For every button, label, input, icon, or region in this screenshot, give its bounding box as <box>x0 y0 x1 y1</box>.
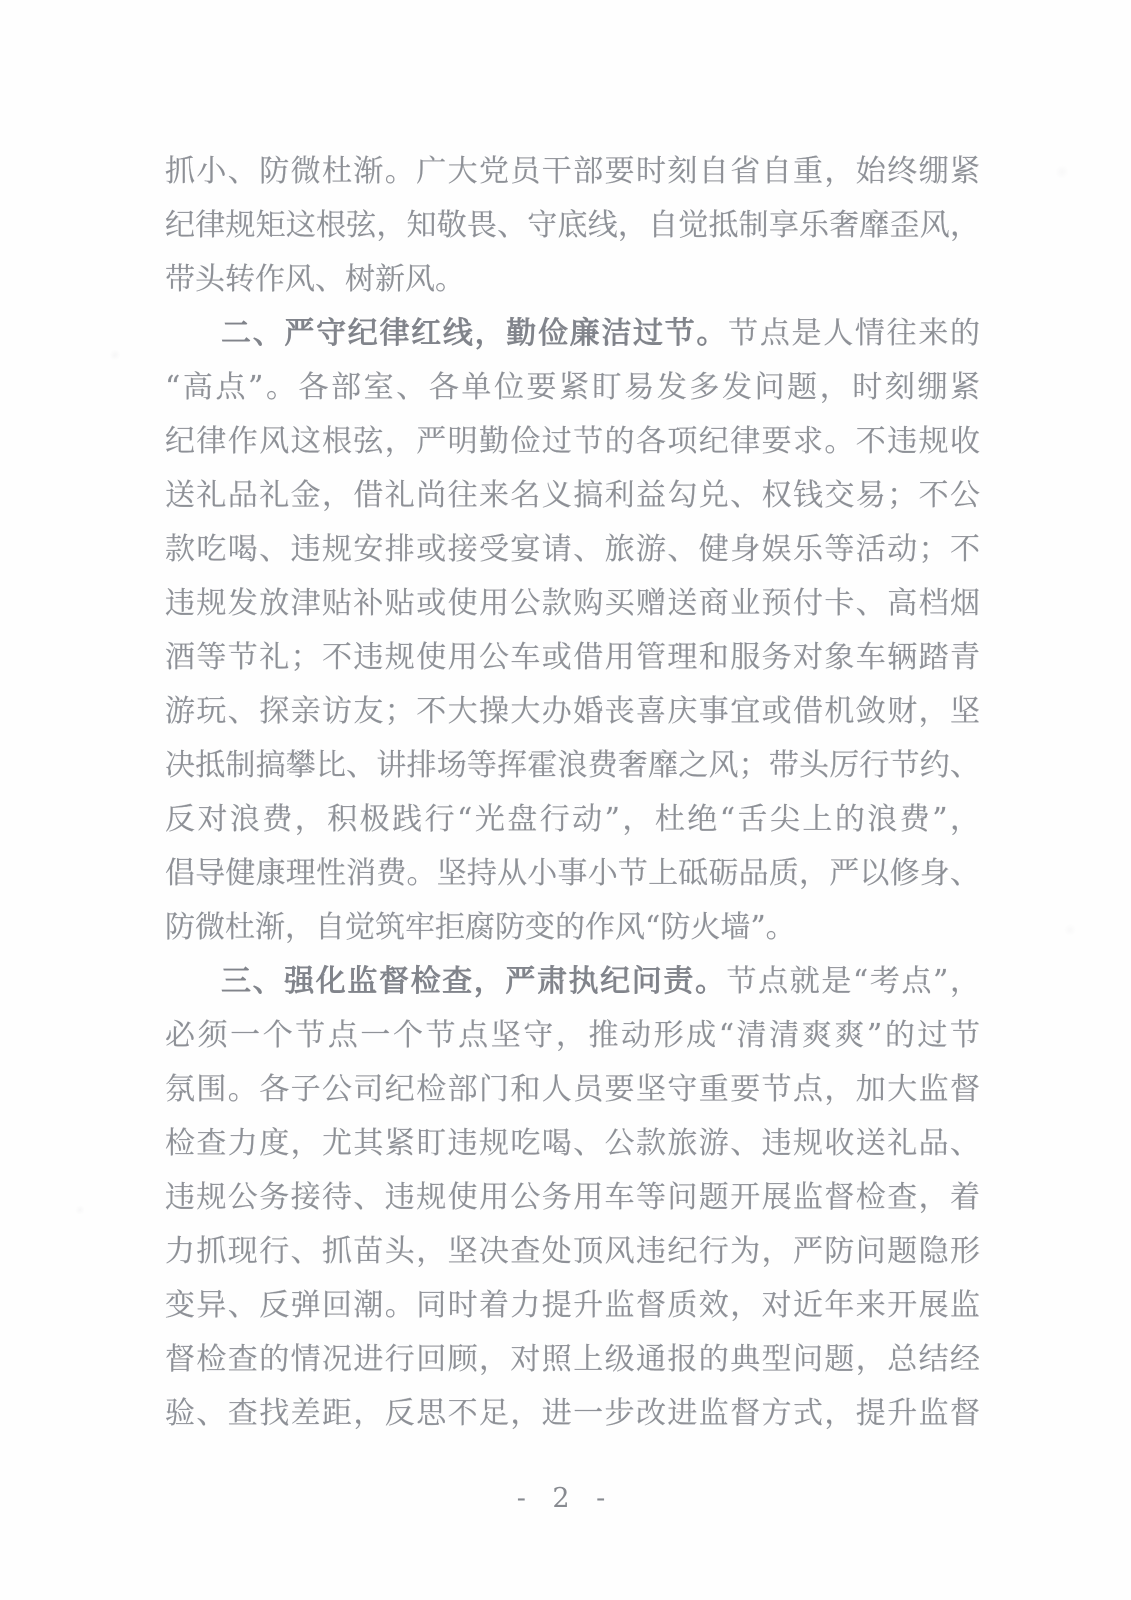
body-text: 氛围。各子公司纪检部门和人员要坚守重要节点，加大监督 <box>165 1072 980 1107</box>
body-text: 送礼品礼金，借礼尚往来名义搞利益勾兑、权钱交易；不公 <box>165 478 980 513</box>
text-line <box>165 523 980 577</box>
body-text: 款吃喝、违规安排或接受宴请、旅游、健身娱乐等活动；不 <box>165 532 980 567</box>
text-line <box>165 847 980 901</box>
text-line <box>165 199 980 253</box>
body-text: 防微杜渐，自觉筑牢拒腐防变的作风“防火墙”。 <box>165 910 796 945</box>
body-text: 决抵制搞攀比、讲排场等挥霍浪费奢靡之风；带头厉行节约、 <box>165 748 980 783</box>
body-text: 力抓现行、抓苗头，坚决查处顶风违纪行为，严防问题隐形 <box>165 1234 980 1269</box>
text-line <box>165 1009 980 1063</box>
text-line <box>165 685 980 739</box>
text-line <box>165 793 980 847</box>
section-heading-text: 三、强化监督检查，严肃执纪问责。 <box>221 964 727 999</box>
body-text: 节点就是“考点”， <box>726 964 980 999</box>
body-text: 必须一个节点一个节点坚守，推动形成“清清爽爽”的过节 <box>165 1018 980 1053</box>
document-body <box>165 145 980 1441</box>
body-text: 纪律规矩这根弦，知敬畏、守底线，自觉抵制享乐奢靡歪风， <box>165 208 980 243</box>
text-line <box>165 307 980 361</box>
body-text: 违规公务接待、违规使用公务用车等问题开展监督检查，着 <box>165 1180 980 1215</box>
text-line <box>165 631 980 685</box>
body-text: 督检查的情况进行回顾，对照上级通报的典型问题，总结经 <box>165 1342 980 1377</box>
body-text: 违规发放津贴补贴或使用公款购买赠送商业预付卡、高档烟 <box>165 586 980 621</box>
text-line <box>165 901 980 955</box>
text-line <box>165 1171 980 1225</box>
body-text: 变异、反弹回潮。同时着力提升监督质效，对近年来开展监 <box>165 1288 980 1323</box>
section-heading-text: 二、严守纪律红线，勤俭廉洁过节。 <box>221 316 729 351</box>
body-text: 抓小、防微杜渐。广大党员干部要时刻自省自重，始终绷紧 <box>165 154 980 189</box>
text-line <box>165 1063 980 1117</box>
text-line <box>165 469 980 523</box>
text-line <box>165 253 980 307</box>
page-number: - 2 - <box>516 1483 615 1514</box>
text-line <box>165 739 980 793</box>
text-line <box>165 1279 980 1333</box>
text-line <box>165 1333 980 1387</box>
text-line <box>165 1117 980 1171</box>
body-text: 纪律作风这根弦，严明勤俭过节的各项纪律要求。不违规收 <box>165 424 980 459</box>
text-line <box>165 361 980 415</box>
text-line <box>165 577 980 631</box>
body-text: 倡导健康理性消费。坚持从小事小节上砥砺品质，严以修身、 <box>165 856 980 891</box>
body-text: 游玩、探亲访友；不大操大办婚丧喜庆事宜或借机敛财，坚 <box>165 694 980 729</box>
body-text: “高点”。各部室、各单位要紧盯易发多发问题，时刻绷紧 <box>165 370 980 405</box>
body-text: 酒等节礼；不违规使用公车或借用管理和服务对象车辆踏青 <box>165 640 980 675</box>
text-line <box>165 1387 980 1441</box>
text-line <box>165 955 980 1009</box>
body-text: 带头转作风、树新风。 <box>165 262 465 297</box>
body-text: 反对浪费，积极践行“光盘行动”，杜绝“舌尖上的浪费”， <box>165 802 980 837</box>
body-text: 节点是人情往来的 <box>728 316 981 351</box>
text-line <box>165 415 980 469</box>
body-text: 检查力度，尤其紧盯违规吃喝、公款旅游、违规收送礼品、 <box>165 1126 980 1161</box>
body-text: 验、查找差距，反思不足，进一步改进监督方式，提升监督 <box>165 1396 980 1431</box>
text-line <box>165 1225 980 1279</box>
text-line <box>165 145 980 199</box>
